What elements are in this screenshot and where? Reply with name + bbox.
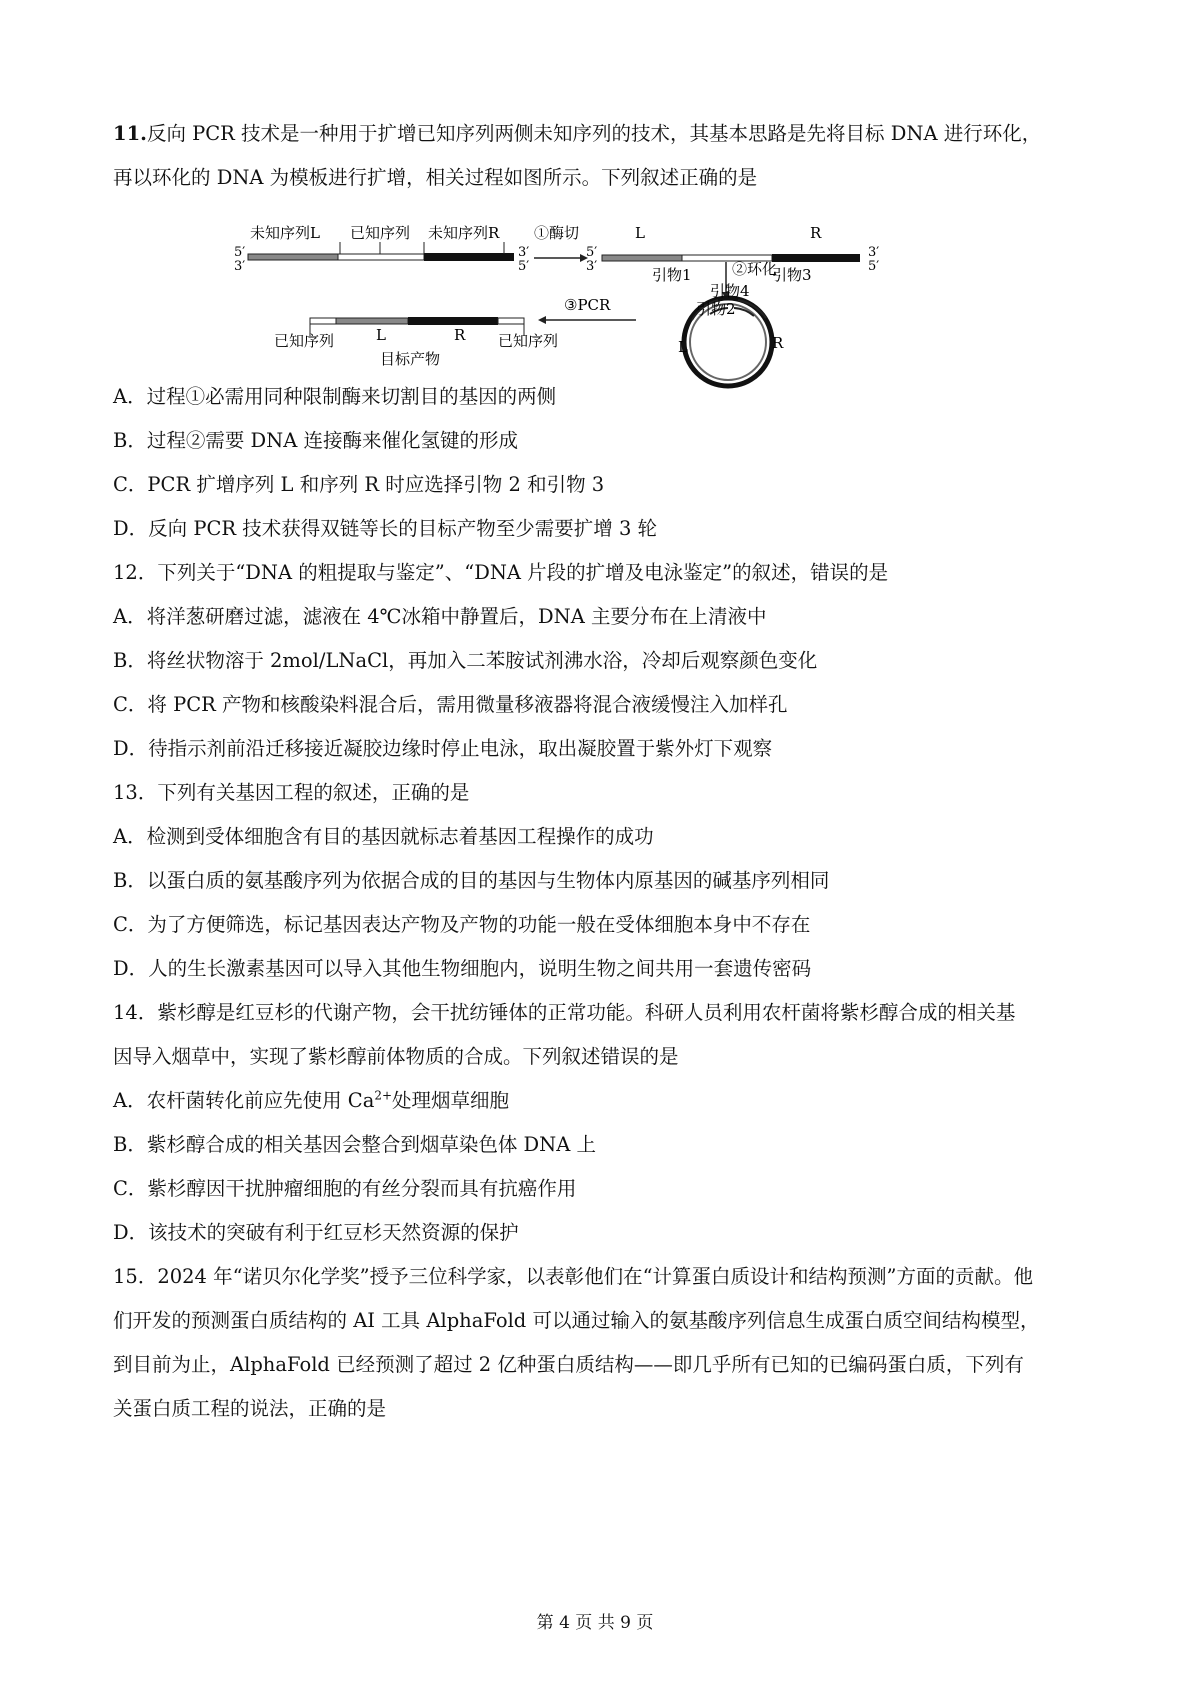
end-3-left: 3′ [234,259,246,274]
q12-option-c: C．将 PCR 产物和核酸染料混合后，需用微量移液器将混合液缓慢注入加样孔 [113,693,788,716]
label-primer4: 引物4 [710,282,750,300]
seg-L-cut [602,255,682,261]
q11-stem-line1 [113,120,1041,148]
q15-stem-line2: 们开发的预测蛋白质结构的 AI 工具 AlphaFold 可以通过输入的氨基酸序列信息生成蛋白质空间结构模型， [113,1309,1040,1332]
q14-option-c: C．紫杉醇因干扰肿瘤细胞的有丝分裂而具有抗癌作用 [113,1177,577,1200]
q14-option-d: D．该技术的突破有利于红豆杉天然资源的保护 [113,1221,519,1244]
label-primer1: 引物1 [652,266,692,284]
q12-option-a: A．将洋葱研磨过滤，滤液在 4℃冰箱中静置后，DNA 主要分布在上清液中 [113,605,767,628]
q12-option-b: B．将丝状物溶于 2mol/LNaCl，再加入二苯胺试剂沸水浴，冷却后观察颜色变化 [113,649,818,672]
q15-stem-line4: 关蛋白质工程的说法，正确的是 [113,1397,387,1420]
q13-option-d: D．人的生长激素基因可以导入其他生物细胞内，说明生物之间共用一套遗传密码 [113,957,812,980]
q14-option-a [113,1087,509,1115]
seg-known-top [338,254,424,260]
q13-option-a: A．检测到受体细胞含有目的基因就标志着基因工程操作的成功 [113,825,654,848]
prod-known-left [310,318,336,324]
reverse-pcr-diagram [234,222,960,402]
label-R-prod: R [454,326,466,344]
label-known-left: 已知序列 [274,332,335,350]
label-unknown-R: 未知序列R [428,224,500,242]
end-5-right: 5′ [518,259,530,274]
end-3-cut-right: 3′ [868,245,880,260]
q15-stem-line3: 到目前为止，AlphaFold 已经预测了超过 2 亿种蛋白质结构——即几乎所有已知的已编码蛋白质，下列有 [113,1353,1024,1376]
q14-stem-line1: 14．紫杉醇是红豆杉的代谢产物，会干扰纺锤体的正常功能。科研人员利用农杆菌将紫杉醇合成的相关基 [113,1001,1016,1024]
q11-number: 11. [113,122,147,145]
q14-option-a-sup: 2+ [374,1088,393,1103]
end-5-cut: 5′ [586,245,598,260]
seg-R-top [424,253,514,261]
label-L-cut: L [635,224,645,242]
prod-R [408,317,498,325]
label-product: 目标产物 [380,350,441,368]
q11-option-a: A．过程①必需用同种限制酶来切割目的基因的两侧 [113,385,557,408]
label-L-circle: L [678,338,688,356]
label-unknown-L: 未知序列L [250,224,320,242]
q14-option-a-pre: A．农杆菌转化前应先使用 Ca [113,1089,375,1112]
q14-stem-line2: 因导入烟草中，实现了紫杉醇前体物质的合成。下列叙述错误的是 [113,1045,679,1068]
end-5-left: 5′ [234,245,246,260]
q14-option-a-post: 处理烟草细胞 [392,1089,510,1112]
step2-label: ②环化 [732,260,778,278]
end-3-cut: 3′ [586,259,598,274]
seg-R-cut [772,254,860,262]
q15-stem-line1: 15．2024 年“诺贝尔化学奖”授予三位科学家，以表彰他们在“计算蛋白质设计和结构预测”方面的贡献。他 [113,1265,1034,1288]
q11-option-d: D．反向 PCR 技术获得双链等长的目标产物至少需要扩增 3 轮 [113,517,658,540]
q11-option-c: C．PCR 扩增序列 L 和序列 R 时应选择引物 2 和引物 3 [113,473,605,496]
q13-stem: 13．下列有关基因工程的叙述，正确的是 [113,781,470,804]
step3-label: ③PCR [564,296,611,314]
step3-arrowhead [538,316,546,324]
q11-stem-text: 反向 PCR 技术是一种用于扩增已知序列两侧未知序列的技术，其基本思路是先将目标 DNA 进行环化， [146,122,1042,145]
end-5-cut-right: 5′ [868,259,880,274]
label-L-prod: L [376,326,386,344]
label-R-cut: R [810,224,822,242]
q11-stem-line2: 再以环化的 DNA 为模板进行扩增，相关过程如图所示。下列叙述正确的是 [113,166,758,189]
label-known-top: 已知序列 [350,224,411,242]
label-primer2: 引物2 [696,300,736,318]
page-footer: 第 4 页 共 9 页 [536,1613,654,1633]
prod-known-right [498,318,524,324]
seg-L-top [248,254,338,260]
label-R-circle: R [772,334,784,352]
prod-L [336,318,408,324]
label-primer3: 引物3 [772,266,812,284]
q12-option-d: D．待指示剂前沿迁移接近凝胶边缘时停止电泳，取出凝胶置于紫外灯下观察 [113,737,773,760]
q13-option-c: C．为了方便筛选，标记基因表达产物及产物的功能一般在受体细胞本身中不存在 [113,913,811,936]
step1-label: ①酶切 [534,224,580,242]
q13-option-b: B．以蛋白质的氨基酸序列为依据合成的目的基因与生物体内原基因的碱基序列相同 [113,869,830,892]
end-3-right: 3′ [518,245,530,260]
q14-option-b: B．紫杉醇合成的相关基因会整合到烟草染色体 DNA 上 [113,1133,597,1156]
label-known-right: 已知序列 [498,332,559,350]
q11-option-b: B．过程②需要 DNA 连接酶来催化氢键的形成 [113,429,519,452]
q12-stem: 12．下列关于“DNA 的粗提取与鉴定”、“DNA 片段的扩增及电泳鉴定”的叙述，错误的是 [113,561,889,584]
